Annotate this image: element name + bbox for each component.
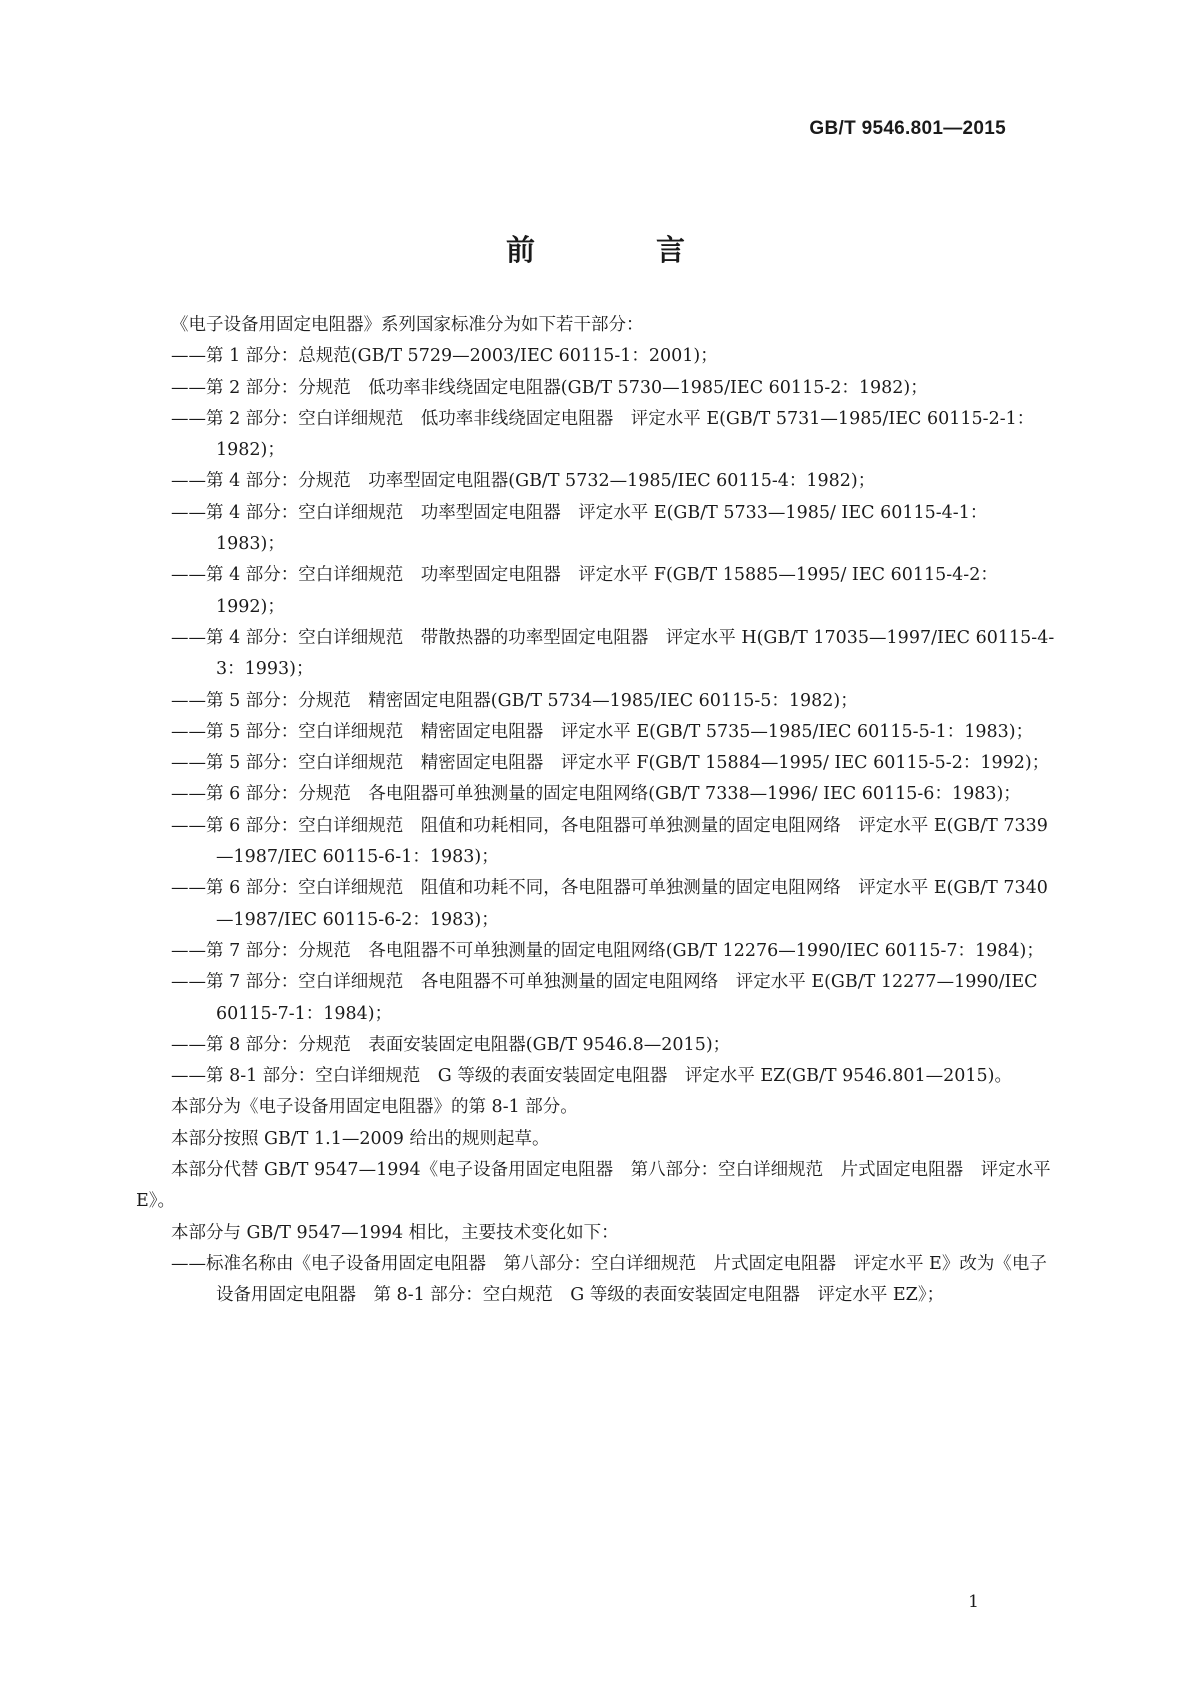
list-item: ——第 2 部分：分规范 低功率非线绕固定电阻器(GB/T 5730—1985/IEC 60115-2：1982)；: [171, 377, 928, 398]
standard-code: GB/T 9546.801—2015: [809, 118, 1006, 139]
list-item: ——第 5 部分：分规范 精密固定电阻器(GB/T 5734—1985/IEC 60115-5：1982)；: [171, 690, 858, 711]
list-item: ——第 4 部分：分规范 功率型固定电阻器(GB/T 5732—1985/IEC 60115-4：1982)；: [171, 471, 876, 492]
list-item: ——第 7 部分：分规范 各电阻器不可单独测量的固定电阻网络(GB/T 12276—1990/IEC 60115-7：1984)；: [171, 940, 1044, 961]
replaces-paragraph: 本部分代替 GB/T 9547—1994《电子设备用固定电阻器 第八部分：空白详细规范 片式固定电阻器 评定水平 E》。: [136, 1160, 1051, 1212]
list-item: ——第 4 部分：空白详细规范 功率型固定电阻器 评定水平 F(GB/T 15885—1995/ IEC 60115-4-2：1992)；: [171, 565, 998, 617]
list-item: ——第 6 部分：空白详细规范 阻值和功耗相同，各电阻器可单独测量的固定电阻网络 评定水平 E(GB/T 7339—1987/IEC 60115-6-1：1983)；: [171, 815, 1048, 868]
list-item: ——第 6 部分：分规范 各电阻器可单独测量的固定电阻网络(GB/T 7338—1996/ IEC 60115-6：1983)；: [171, 784, 1021, 805]
part-of-paragraph: 本部分为《电子设备用固定电阻器》的第 8-1 部分。: [171, 1097, 578, 1118]
change-item: ——标准名称由《电子设备用固定电阻器 第八部分：空白详细规范 片式固定电阻器 评定水平 E》改为《电子设备用固定电阻器 第 8-1 部分：空白规范 G 等级的表面安装固定电阻器 评定水平 EZ》；: [171, 1253, 1047, 1306]
page-title: 前 言: [505, 233, 731, 267]
document-body: [136, 310, 1056, 1312]
drafting-paragraph: 本部分按照 GB/T 1.1—2009 给出的规则起草。: [171, 1128, 550, 1149]
list-item: ——第 8 部分：分规范 表面安装固定电阻器(GB/T 9546.8—2015)；: [171, 1034, 731, 1055]
list-item: ——第 7 部分：空白详细规范 各电阻器不可单独测量的固定电阻网络 评定水平 E(GB/T 12277—1990/IEC 60115-7-1：1984)；: [171, 972, 1038, 1024]
list-item: ——第 5 部分：空白详细规范 精密固定电阻器 评定水平 E(GB/T 5735—1985/IEC 60115-5-1：1983)；: [171, 721, 1034, 742]
list-item: ——第 1 部分：总规范(GB/T 5729—2003/IEC 60115-1：2001)；: [171, 346, 718, 367]
list-item: ——第 4 部分：空白详细规范 带散热器的功率型固定电阻器 评定水平 H(GB/T 17035—1997/IEC 60115-4-3：1993)；: [171, 627, 1055, 680]
intro-paragraph: 《电子设备用固定电阻器》系列国家标准分为如下若干部分：: [171, 315, 644, 335]
list-item: ——第 2 部分：空白详细规范 低功率非线绕固定电阻器 评定水平 E(GB/T 5731—1985/IEC 60115-2-1：1982)；: [171, 408, 1035, 461]
list-item: ——第 4 部分：空白详细规范 功率型固定电阻器 评定水平 E(GB/T 5733—1985/ IEC 60115-4-1：1983)；: [171, 502, 988, 555]
list-item: ——第 6 部分：空白详细规范 阻值和功耗不同，各电阻器可单独测量的固定电阻网络 评定水平 E(GB/T 7340—1987/IEC 60115-6-2：1983)；: [171, 878, 1048, 930]
list-item: ——第 8-1 部分：空白详细规范 G 等级的表面安装固定电阻器 评定水平 EZ(GB/T 9546.801—2015)。: [171, 1066, 1013, 1087]
list-item: ——第 5 部分：空白详细规范 精密固定电阻器 评定水平 F(GB/T 15884—1995/ IEC 60115-5-2：1992)；: [171, 753, 1050, 774]
page-number: 1: [968, 1592, 979, 1612]
changes-paragraph: 本部分与 GB/T 9547—1994 相比，主要技术变化如下：: [171, 1222, 619, 1243]
